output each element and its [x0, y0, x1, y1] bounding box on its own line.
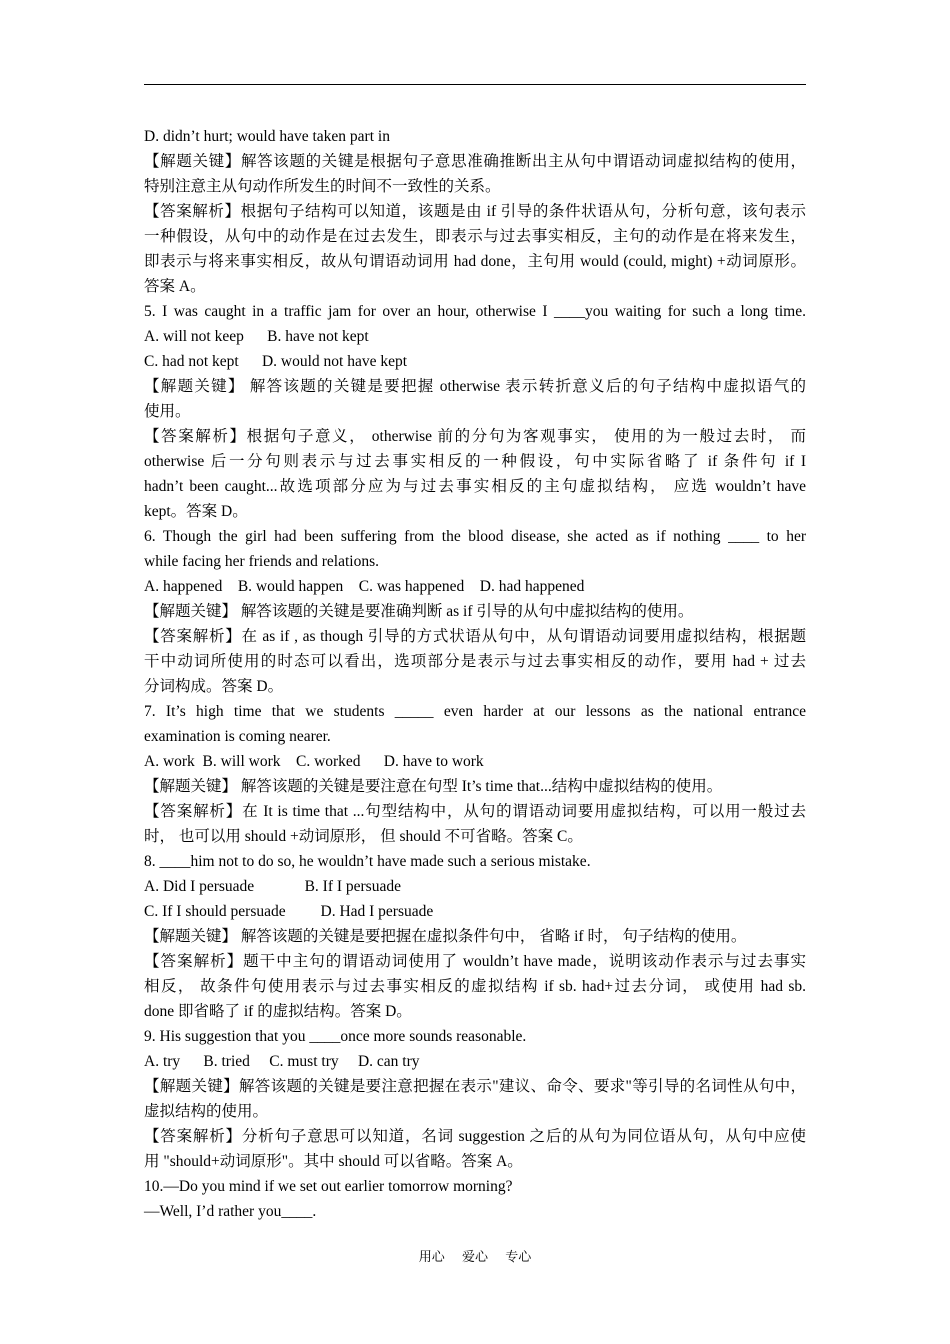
question-8: 8. ____him not to do so, he wouldn’t have made such a serious mistake. — [144, 853, 591, 870]
text-line: 【解题关键】 解答该题的关键是要把握在虚拟条件句中， 省略 if 时， 句子结构的使用。 — [144, 928, 747, 945]
text-line: 【解题关键】 解答该题的关键是要准确判断 as if 引导的从句中虚拟结构的使用。 — [144, 603, 694, 620]
page-footer: 用心 爱心 专心 — [418, 1249, 532, 1264]
text-line: 答案 A。 — [144, 278, 206, 295]
text-line: while facing her friends and relations. — [144, 553, 379, 570]
text-line: 【解题关键】解答该题的关键是根据句子意思准确推断出主从句中谓语动词虚拟结构的使用， — [144, 153, 806, 170]
text-line: 虚拟结构的使用。 — [144, 1103, 269, 1120]
document-body — [144, 124, 806, 1224]
text-line: 【答案解析】根据句子结构可以知道，该题是由 if 引导的条件状语从句，分析句意，该句表示 — [144, 203, 806, 220]
text-line: 一种假设，从句中的动作是在过去发生，即表示与过去事实相反，主句的动作是在将来发生， — [144, 228, 806, 245]
text-line: 即表示与将来事实相反，故从句谓语动词用 had done，主句用 would (could, might) +动词原形。 — [144, 253, 806, 270]
text-line: 用 "should+动词原形"。其中 should 可以省略。答案 A。 — [144, 1153, 523, 1170]
option-line: A. work B. will work C. worked D. have to work — [144, 753, 484, 770]
text-line: 分词构成。答案 D。 — [144, 678, 284, 695]
text-line: 【解题关键】 解答该题的关键是要注意在句型 It’s time that...结构中虚拟结构的使用。 — [144, 778, 723, 795]
question-9: 9. His suggestion that you ____once more sounds reasonable. — [144, 1028, 527, 1045]
text-line: 使用。 — [144, 403, 191, 420]
text-line: 【解题关键】 解答该题的关键是要把握 otherwise 表示转折意义后的句子结构中虚拟语气的 — [144, 378, 806, 395]
text-line: 【答案解析】题干中主句的谓语动词使用了 wouldn’t have made，说明该动作表示与过去事实 — [144, 953, 806, 970]
text-line: 时， 也可以用 should +动词原形， 但 should 不可省略。答案 C。 — [144, 828, 583, 845]
question-7: 7. It’s high time that we students _____ even harder at our lessons as the national entrance — [144, 703, 806, 720]
text-line: 【答案解析】在 as if , as though 引导的方式状语从句中，从句谓语动词要用虚拟结构，根据题 — [144, 628, 806, 645]
text-line: 【答案解析】分析句子意思可以知道，名词 suggestion 之后的从句为同位语从句，从句中应使 — [144, 1128, 806, 1145]
text-line: 【答案解析】在 It is time that ...句型结构中，从句的谓语动词要用虚拟结构，可以用一般过去 — [144, 803, 806, 820]
text-line: 相反， 故条件句使用表示与过去事实相反的虚拟结构 if sb. had+过去分词， 或使用 had sb. — [144, 978, 806, 995]
option-line: A. Did I persuade B. If I persuade — [144, 878, 401, 895]
question-6: 6. Though the girl had been suffering from the blood disease, she acted as if nothing ____ to her — [144, 528, 806, 545]
option-line: A. happened B. would happen C. was happened D. had happened — [144, 578, 585, 595]
header-rule — [144, 84, 806, 85]
text-line: D. didn’t hurt; would have taken part in — [144, 128, 390, 145]
text-line: examination is coming nearer. — [144, 728, 331, 745]
text-line: 特别注意主从句动作所发生的时间不一致性的关系。 — [144, 178, 501, 195]
option-line: C. had not kept D. would not have kept — [144, 353, 408, 370]
text-line: 【答案解析】根据句子意义， otherwise 前的分句为客观事实， 使用的为一般过去时， 而 — [144, 428, 806, 445]
question-10: 10.—Do you mind if we set out earlier tomorrow morning? — [144, 1178, 513, 1195]
text-line: done 即省略了 if 的虚拟结构。答案 D。 — [144, 1003, 412, 1020]
text-line: 干中动词所使用的时态可以看出，选项部分是表示与过去事实相反的动作，要用 had + 过去 — [144, 653, 806, 670]
text-line: hadn’t been caught...故选项部分应为与过去事实相反的主句虚拟结构， 应选 wouldn’t have — [144, 478, 806, 495]
text-line: —Well, I’d rather you____. — [144, 1203, 317, 1220]
option-line: A. will not keep B. have not kept — [144, 328, 369, 345]
question-5: 5. I was caught in a traffic jam for over an hour, otherwise I ____you waiting for such a long time. — [144, 303, 806, 320]
option-line: A. try B. tried C. must try D. can try — [144, 1053, 420, 1070]
text-line: otherwise 后一分句则表示与过去事实相反的一种假设，句中实际省略了 if 条件句 if I — [144, 453, 806, 470]
text-line: 【解题关键】解答该题的关键是要注意把握在表示"建议、命令、要求"等引导的名词性从句中， — [144, 1078, 806, 1095]
text-line: kept。答案 D。 — [144, 503, 248, 520]
option-line: C. If I should persuade D. Had I persuade — [144, 903, 434, 920]
